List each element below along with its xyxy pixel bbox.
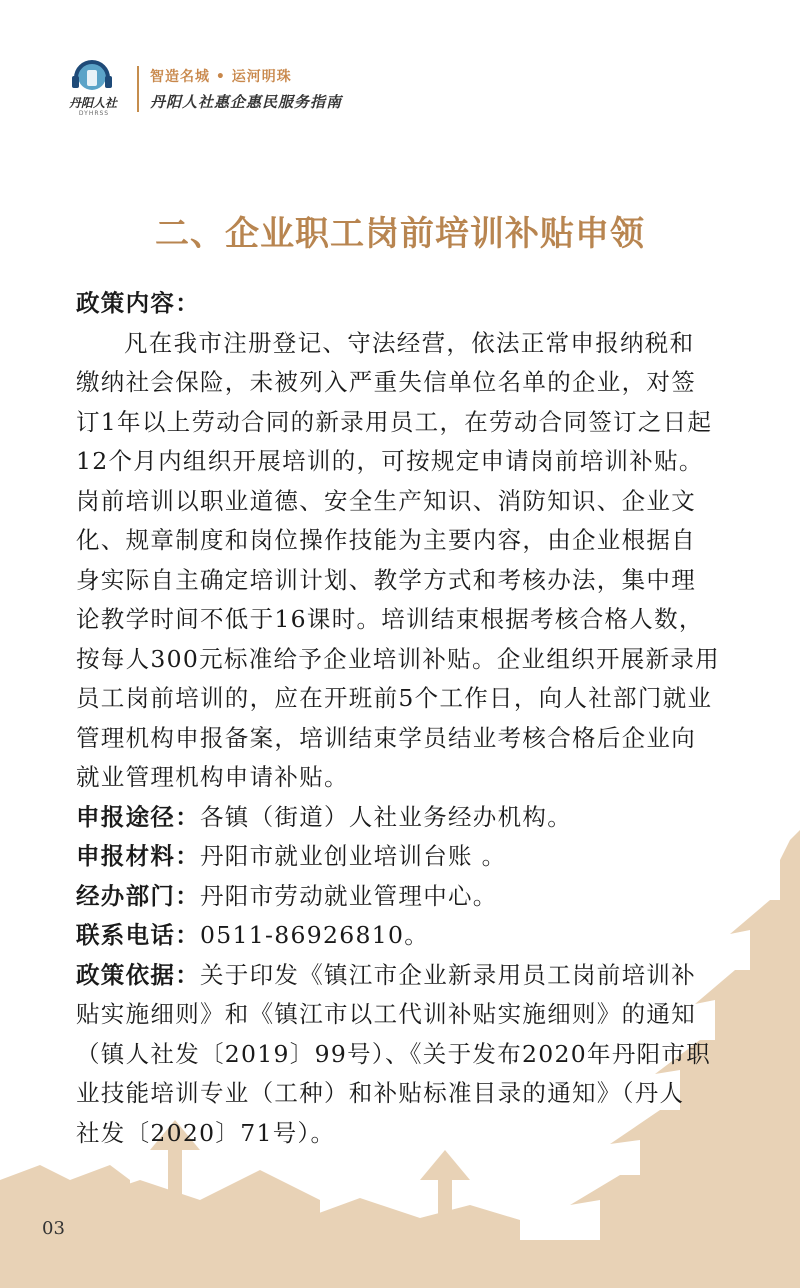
handling-department-row <box>76 877 726 917</box>
page-header <box>0 0 800 140</box>
policy-basis-label: 政策依据： <box>76 960 200 989</box>
page-number: 03 <box>42 1218 65 1239</box>
policy-paragraph-line: 岗前培训以职业道德、安全生产知识、消防知识、企业文 <box>76 486 696 515</box>
handling-department-label: 经办部门： <box>76 881 200 910</box>
application-materials-label: 申报材料： <box>76 842 200 870</box>
contact-phone-label: 联系电话： <box>76 921 200 949</box>
policy-paragraph-line: 身实际自主确定培训计划、教学方式和考核办法，集中理 <box>76 565 696 594</box>
policy-paragraph-line: 订1年以上劳动合同的新录用员工，在劳动合同签订之日起 <box>76 407 713 436</box>
policy-content-label: 政策内容： <box>76 289 200 317</box>
policy-basis-first-line: 关于印发《镇江市企业新录用员工岗前培训补 <box>200 960 696 989</box>
application-materials-value: 丹阳市就业创业培训台账 。 <box>200 842 507 870</box>
policy-paragraph-line: 化、规章制度和岗位操作技能为主要内容，由企业根据自 <box>76 526 696 554</box>
policy-basis-line: （镇人社发〔2019〕99号）、《关于发布2020年丹阳市职 <box>76 1039 712 1068</box>
policy-paragraph-line: 按每人300元标准给予企业培训补贴。企业组织开展新录用 <box>76 644 720 673</box>
application-route-row <box>76 798 726 838</box>
header-divider <box>137 66 139 112</box>
contact-phone-row <box>76 916 726 956</box>
header-slogan: 智造名城 • 运河明珠 <box>150 69 292 85</box>
application-materials-row <box>76 837 726 877</box>
contact-phone-value: 0511-86926810。 <box>200 921 430 949</box>
header-subtitle: 丹阳人社惠企惠民服务指南 <box>150 93 343 111</box>
policy-paragraph-line: 论教学时间不低于16课时。培训结束根据考核合格人数， <box>76 605 704 633</box>
policy-paragraph-line: 缴纳社会保险，未被列入严重失信单位名单的企业，对签 <box>76 368 696 396</box>
policy-paragraph-line: 员工岗前培训的，应在开班前5个工作日，向人社部门就业 <box>76 684 713 712</box>
handling-department-value: 丹阳市劳动就业管理中心。 <box>200 881 498 910</box>
policy-basis-line: 贴实施细则》和《镇江市以工代训补贴实施细则》的通知 <box>76 1000 696 1028</box>
policy-basis-row <box>76 956 726 996</box>
policy-paragraph-line: 管理机构申报备案，培训结束学员结业考核合格后企业向 <box>76 723 696 752</box>
policy-basis-line: 社发〔2020〕71号）。 <box>76 1118 336 1147</box>
policy-paragraph-line: 就业管理机构申请补贴。 <box>76 763 349 791</box>
policy-basis-line: 业技能培训专业（工种）和补贴标准目录的通知》（丹人 <box>76 1079 685 1107</box>
policy-paragraph-line: 12个月内组织开展培训的，可按规定申请岗前培训补贴。 <box>76 447 704 475</box>
logo-subtext: DYHRSS <box>78 110 110 117</box>
logo-text: 丹阳人社 <box>68 96 117 110</box>
application-route-label: 申报途径： <box>76 802 200 831</box>
policy-paragraph-line: 凡在我市注册登记、守法经营，依法正常申报纳税和 <box>124 328 695 357</box>
page-title: 二、企业职工岗前培训补贴申领 <box>155 214 645 254</box>
application-route-value: 各镇（街道）人社业务经办机构。 <box>200 802 572 831</box>
policy-content <box>76 284 726 1153</box>
